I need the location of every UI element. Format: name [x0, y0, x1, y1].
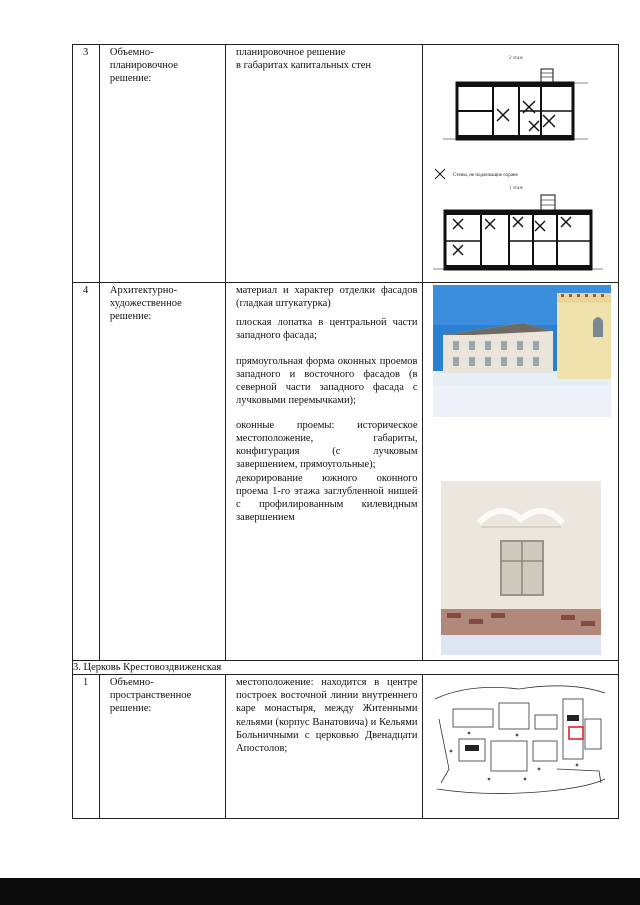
row-description: прямоугольная форма оконных проемов западного и восточного фасадов (в северной части западного фасада с лучковыми перемычками);	[236, 355, 418, 406]
row-number: 1	[83, 677, 89, 689]
row-description: материал и характер отделки фасадов (гладкая штукатурка)	[236, 285, 418, 310]
floor-plan-image	[423, 45, 619, 281]
section-row	[73, 661, 619, 675]
table-row	[73, 45, 619, 283]
scan-bottom-edge	[0, 878, 640, 905]
row-description: декорирование южного оконного проема 1-го этажа заглубленной нишей с профилированным килевидным завершением	[236, 472, 418, 523]
facade-photo	[423, 283, 619, 417]
plan-bottom-label: 1 этаж	[508, 186, 523, 191]
row-number: 4	[83, 285, 89, 296]
row-description: плоская лопатка в центральной части западного фасада;	[236, 317, 418, 342]
row-title: Объемно- пространственное решение:	[109, 677, 192, 715]
table-row	[73, 675, 619, 819]
row-title: Архитектурно- художественное решение:	[109, 285, 182, 323]
window-niche-photo	[423, 417, 619, 655]
row-number: 3	[83, 47, 89, 58]
row-description: местоположение: находится в центре построек восточной линии внутреннего каре монастыря, между Житенными кельями (корпус Ванатовича) и Кельями Больничными с церковью Двенадцати Апостолов;	[236, 677, 418, 754]
row-title: Объемно- планировочное решение:	[109, 47, 178, 85]
table-row	[73, 283, 619, 661]
site-plan-image	[423, 675, 619, 801]
objects-table	[72, 44, 619, 819]
row-description: оконные проемы: историческое местоположение, габариты, конфигурация (с лучковым завершением, прямоугольные);	[236, 420, 418, 471]
section-title: 3. Церковь Крестовоздвиженская	[73, 661, 619, 675]
plan-legend-label: Стены, не подлежащие охране	[452, 173, 518, 178]
row-description: планировочное решение в габаритах капитальных стен	[236, 47, 371, 72]
legend-cross-icon	[435, 169, 445, 179]
plan-top-label: 2 этаж	[508, 56, 523, 61]
